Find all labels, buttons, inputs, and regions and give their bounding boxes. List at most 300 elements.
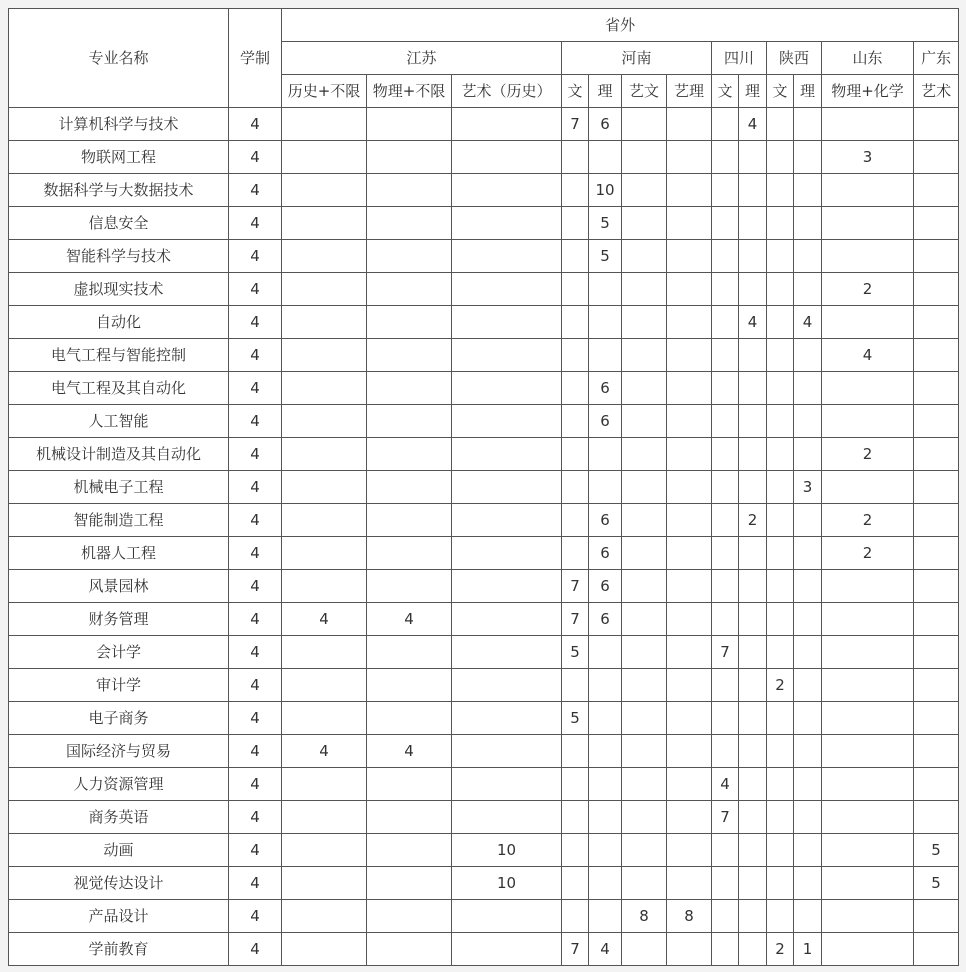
table-row: [9, 570, 959, 603]
quota-cell: [739, 933, 767, 966]
quota-cell: 2: [739, 504, 767, 537]
quota-cell: [562, 537, 589, 570]
quota-cell: [282, 867, 367, 900]
years-cell: 4: [229, 306, 282, 339]
quota-cell: 2: [822, 438, 914, 471]
quota-cell: [667, 207, 712, 240]
quota-cell: [452, 405, 562, 438]
quota-cell: 4: [739, 108, 767, 141]
quota-cell: [739, 207, 767, 240]
quota-cell: [589, 834, 622, 867]
table-row: [9, 405, 959, 438]
quota-cell: 2: [822, 273, 914, 306]
quota-cell: [562, 471, 589, 504]
major-name-cell: 机械电子工程: [9, 471, 229, 504]
quota-cell: [767, 108, 794, 141]
quota-cell: [452, 669, 562, 702]
quota-cell: [914, 372, 959, 405]
quota-cell: [767, 141, 794, 174]
quota-cell: [794, 537, 822, 570]
quota-cell: [914, 240, 959, 273]
quota-cell: [452, 504, 562, 537]
quota-cell: 7: [562, 108, 589, 141]
years-cell: 4: [229, 174, 282, 207]
header-outside-province: 省外: [282, 9, 959, 42]
quota-cell: [452, 636, 562, 669]
quota-cell: [367, 174, 452, 207]
table-row: [9, 141, 959, 174]
table-header: [9, 9, 959, 108]
quota-cell: [739, 834, 767, 867]
quota-cell: [739, 240, 767, 273]
quota-cell: [622, 372, 667, 405]
quota-cell: [622, 603, 667, 636]
quota-cell: 4: [589, 933, 622, 966]
quota-cell: [367, 801, 452, 834]
quota-cell: [622, 438, 667, 471]
quota-cell: [914, 801, 959, 834]
quota-cell: [914, 108, 959, 141]
quota-cell: [794, 801, 822, 834]
quota-cell: [914, 636, 959, 669]
major-name-cell: 产品设计: [9, 900, 229, 933]
quota-cell: [667, 372, 712, 405]
quota-cell: [712, 339, 739, 372]
table-row: [9, 306, 959, 339]
quota-cell: 5: [562, 702, 589, 735]
quota-cell: [622, 702, 667, 735]
quota-cell: [667, 504, 712, 537]
quota-cell: [767, 867, 794, 900]
quota-cell: [452, 702, 562, 735]
quota-cell: 6: [589, 405, 622, 438]
quota-cell: [452, 339, 562, 372]
quota-cell: [589, 801, 622, 834]
quota-cell: [822, 306, 914, 339]
major-name-cell: 审计学: [9, 669, 229, 702]
quota-cell: [914, 900, 959, 933]
quota-cell: [452, 240, 562, 273]
quota-cell: [562, 207, 589, 240]
quota-cell: [712, 504, 739, 537]
quota-cell: 2: [767, 669, 794, 702]
quota-cell: [622, 933, 667, 966]
quota-cell: [452, 471, 562, 504]
quota-cell: 6: [589, 537, 622, 570]
quota-cell: [822, 636, 914, 669]
quota-cell: [739, 867, 767, 900]
quota-cell: [712, 834, 739, 867]
quota-cell: [822, 405, 914, 438]
quota-cell: [739, 735, 767, 768]
quota-cell: [712, 438, 739, 471]
quota-cell: [822, 768, 914, 801]
quota-cell: [367, 537, 452, 570]
years-cell: 4: [229, 240, 282, 273]
quota-cell: [914, 669, 959, 702]
table-row: [9, 174, 959, 207]
quota-cell: [282, 240, 367, 273]
quota-cell: [589, 438, 622, 471]
quota-cell: [794, 900, 822, 933]
enrollment-quota-table: [8, 8, 959, 966]
quota-cell: 4: [739, 306, 767, 339]
quota-cell: [767, 504, 794, 537]
quota-cell: 7: [562, 933, 589, 966]
table-row: [9, 603, 959, 636]
quota-cell: [562, 372, 589, 405]
quota-cell: [667, 735, 712, 768]
quota-cell: [822, 933, 914, 966]
quota-cell: [794, 570, 822, 603]
quota-cell: [282, 636, 367, 669]
quota-cell: [914, 768, 959, 801]
quota-cell: [622, 867, 667, 900]
quota-cell: [794, 504, 822, 537]
quota-cell: [914, 603, 959, 636]
quota-cell: 5: [914, 867, 959, 900]
quota-cell: [282, 504, 367, 537]
quota-cell: [367, 372, 452, 405]
table-row: [9, 735, 959, 768]
quota-cell: [712, 702, 739, 735]
table-row: [9, 339, 959, 372]
quota-cell: [367, 636, 452, 669]
years-cell: 4: [229, 768, 282, 801]
quota-cell: [794, 405, 822, 438]
header-subcolumn: 理: [794, 75, 822, 108]
quota-cell: [282, 537, 367, 570]
quota-cell: [794, 768, 822, 801]
header-subcolumn: 物理+不限: [367, 75, 452, 108]
quota-cell: 2: [822, 537, 914, 570]
major-name-cell: 物联网工程: [9, 141, 229, 174]
quota-cell: [589, 306, 622, 339]
quota-cell: [794, 669, 822, 702]
quota-cell: [622, 669, 667, 702]
quota-cell: [282, 339, 367, 372]
quota-cell: [822, 240, 914, 273]
quota-cell: [622, 174, 667, 207]
table-row: [9, 372, 959, 405]
quota-cell: [452, 306, 562, 339]
quota-cell: [767, 537, 794, 570]
quota-cell: [452, 933, 562, 966]
quota-cell: [794, 108, 822, 141]
quota-cell: [367, 405, 452, 438]
table-row: [9, 900, 959, 933]
quota-cell: [622, 471, 667, 504]
quota-cell: [282, 405, 367, 438]
quota-cell: [282, 306, 367, 339]
quota-cell: [622, 735, 667, 768]
quota-cell: [622, 834, 667, 867]
quota-cell: [712, 174, 739, 207]
header-province: 山东: [822, 42, 914, 75]
quota-cell: [562, 504, 589, 537]
quota-cell: 2: [767, 933, 794, 966]
years-cell: 4: [229, 933, 282, 966]
quota-cell: 5: [914, 834, 959, 867]
quota-cell: [667, 405, 712, 438]
header-subcolumn: 文: [562, 75, 589, 108]
quota-cell: [282, 141, 367, 174]
table-row: [9, 240, 959, 273]
quota-cell: [589, 636, 622, 669]
quota-cell: [367, 669, 452, 702]
quota-cell: 3: [822, 141, 914, 174]
quota-cell: [822, 900, 914, 933]
quota-cell: 7: [562, 603, 589, 636]
quota-cell: [589, 900, 622, 933]
quota-cell: [562, 900, 589, 933]
quota-cell: [712, 900, 739, 933]
quota-cell: [562, 768, 589, 801]
quota-cell: [667, 834, 712, 867]
years-cell: 4: [229, 801, 282, 834]
major-name-cell: 学前教育: [9, 933, 229, 966]
quota-cell: [622, 636, 667, 669]
quota-cell: [282, 108, 367, 141]
years-cell: 4: [229, 537, 282, 570]
quota-cell: [767, 372, 794, 405]
quota-cell: [712, 603, 739, 636]
quota-cell: [767, 834, 794, 867]
quota-cell: [794, 867, 822, 900]
quota-cell: [739, 471, 767, 504]
years-cell: 4: [229, 636, 282, 669]
quota-cell: [282, 207, 367, 240]
table-row: [9, 438, 959, 471]
major-name-cell: 虚拟现实技术: [9, 273, 229, 306]
table-row: [9, 471, 959, 504]
quota-cell: 4: [282, 735, 367, 768]
quota-cell: [667, 636, 712, 669]
years-cell: 4: [229, 669, 282, 702]
quota-cell: [562, 735, 589, 768]
quota-cell: [562, 438, 589, 471]
major-name-cell: 会计学: [9, 636, 229, 669]
quota-cell: [767, 339, 794, 372]
quota-cell: [452, 273, 562, 306]
major-name-cell: 电气工程及其自动化: [9, 372, 229, 405]
quota-cell: 7: [712, 636, 739, 669]
major-name-cell: 机器人工程: [9, 537, 229, 570]
quota-cell: [794, 603, 822, 636]
quota-cell: [622, 504, 667, 537]
quota-cell: [739, 768, 767, 801]
quota-cell: 4: [282, 603, 367, 636]
quota-cell: [282, 834, 367, 867]
quota-cell: [794, 372, 822, 405]
quota-cell: [712, 273, 739, 306]
quota-cell: [589, 471, 622, 504]
quota-cell: 4: [822, 339, 914, 372]
quota-cell: [822, 471, 914, 504]
quota-cell: [367, 768, 452, 801]
quota-cell: 3: [794, 471, 822, 504]
table-row: [9, 207, 959, 240]
quota-cell: [282, 372, 367, 405]
table-row: [9, 834, 959, 867]
quota-cell: [367, 141, 452, 174]
years-cell: 4: [229, 900, 282, 933]
quota-cell: [794, 735, 822, 768]
quota-cell: [452, 174, 562, 207]
quota-cell: [767, 174, 794, 207]
quota-cell: [739, 537, 767, 570]
quota-cell: [739, 603, 767, 636]
table-row: [9, 867, 959, 900]
table-row: [9, 636, 959, 669]
quota-cell: [767, 603, 794, 636]
quota-cell: [667, 108, 712, 141]
quota-cell: 4: [367, 735, 452, 768]
quota-cell: [589, 702, 622, 735]
quota-cell: [589, 273, 622, 306]
major-name-cell: 计算机科学与技术: [9, 108, 229, 141]
quota-cell: [739, 801, 767, 834]
quota-cell: [712, 405, 739, 438]
quota-cell: [622, 570, 667, 603]
quota-cell: [712, 537, 739, 570]
quota-cell: [367, 570, 452, 603]
quota-cell: [794, 273, 822, 306]
quota-cell: [767, 273, 794, 306]
major-name-cell: 智能科学与技术: [9, 240, 229, 273]
quota-cell: [767, 735, 794, 768]
quota-cell: [739, 339, 767, 372]
quota-cell: [452, 537, 562, 570]
quota-cell: [282, 570, 367, 603]
major-name-cell: 机械设计制造及其自动化: [9, 438, 229, 471]
quota-cell: 10: [452, 834, 562, 867]
major-name-cell: 风景园林: [9, 570, 229, 603]
quota-cell: [667, 174, 712, 207]
major-name-cell: 人力资源管理: [9, 768, 229, 801]
quota-cell: [712, 372, 739, 405]
header-province: 陕西: [767, 42, 822, 75]
quota-cell: [589, 768, 622, 801]
header-subcolumn: 文: [712, 75, 739, 108]
quota-cell: 5: [562, 636, 589, 669]
quota-cell: [282, 933, 367, 966]
quota-cell: [712, 240, 739, 273]
quota-cell: 5: [589, 240, 622, 273]
header-years: 学制: [229, 9, 282, 108]
quota-cell: [767, 240, 794, 273]
quota-cell: 7: [712, 801, 739, 834]
quota-cell: [667, 801, 712, 834]
major-name-cell: 财务管理: [9, 603, 229, 636]
quota-cell: [794, 240, 822, 273]
quota-cell: [367, 306, 452, 339]
header-subcolumn: 物理+化学: [822, 75, 914, 108]
quota-cell: [712, 867, 739, 900]
quota-cell: [667, 273, 712, 306]
quota-cell: [667, 471, 712, 504]
quota-cell: 1: [794, 933, 822, 966]
quota-cell: [452, 438, 562, 471]
quota-cell: [712, 141, 739, 174]
header-province: 河南: [562, 42, 712, 75]
quota-cell: [452, 768, 562, 801]
quota-cell: [767, 768, 794, 801]
quota-cell: [562, 867, 589, 900]
quota-cell: [914, 504, 959, 537]
quota-cell: [914, 405, 959, 438]
quota-cell: 6: [589, 603, 622, 636]
table-row: [9, 669, 959, 702]
years-cell: 4: [229, 735, 282, 768]
quota-cell: 6: [589, 372, 622, 405]
quota-cell: 6: [589, 108, 622, 141]
quota-cell: 5: [589, 207, 622, 240]
quota-cell: [739, 438, 767, 471]
quota-cell: 4: [712, 768, 739, 801]
header-province: 四川: [712, 42, 767, 75]
years-cell: 4: [229, 603, 282, 636]
quota-cell: 8: [667, 900, 712, 933]
quota-cell: [667, 669, 712, 702]
quota-cell: [739, 900, 767, 933]
quota-cell: [822, 207, 914, 240]
header-subcolumn: 文: [767, 75, 794, 108]
quota-cell: [914, 735, 959, 768]
years-cell: 4: [229, 438, 282, 471]
quota-cell: [622, 306, 667, 339]
quota-cell: [739, 570, 767, 603]
quota-cell: [622, 537, 667, 570]
header-subcolumn: 艺术（历史）: [452, 75, 562, 108]
major-name-cell: 视觉传达设计: [9, 867, 229, 900]
quota-cell: [452, 735, 562, 768]
quota-cell: 6: [589, 570, 622, 603]
table-row: [9, 108, 959, 141]
quota-cell: [667, 867, 712, 900]
quota-cell: [822, 834, 914, 867]
quota-cell: [367, 834, 452, 867]
quota-cell: [914, 174, 959, 207]
quota-cell: [712, 471, 739, 504]
quota-cell: [739, 636, 767, 669]
quota-cell: 10: [452, 867, 562, 900]
quota-cell: 4: [367, 603, 452, 636]
major-name-cell: 电气工程与智能控制: [9, 339, 229, 372]
quota-cell: [739, 174, 767, 207]
quota-cell: 10: [589, 174, 622, 207]
quota-cell: [767, 801, 794, 834]
quota-cell: 7: [562, 570, 589, 603]
quota-cell: [367, 207, 452, 240]
quota-cell: [739, 141, 767, 174]
quota-cell: [794, 702, 822, 735]
major-name-cell: 信息安全: [9, 207, 229, 240]
major-name-cell: 动画: [9, 834, 229, 867]
quota-cell: [914, 537, 959, 570]
quota-cell: [452, 108, 562, 141]
quota-cell: [452, 900, 562, 933]
table-row: [9, 768, 959, 801]
quota-cell: [452, 372, 562, 405]
quota-cell: [562, 834, 589, 867]
quota-cell: [712, 306, 739, 339]
quota-cell: 6: [589, 504, 622, 537]
quota-cell: [822, 174, 914, 207]
quota-cell: [589, 141, 622, 174]
quota-cell: [822, 372, 914, 405]
quota-cell: [562, 174, 589, 207]
